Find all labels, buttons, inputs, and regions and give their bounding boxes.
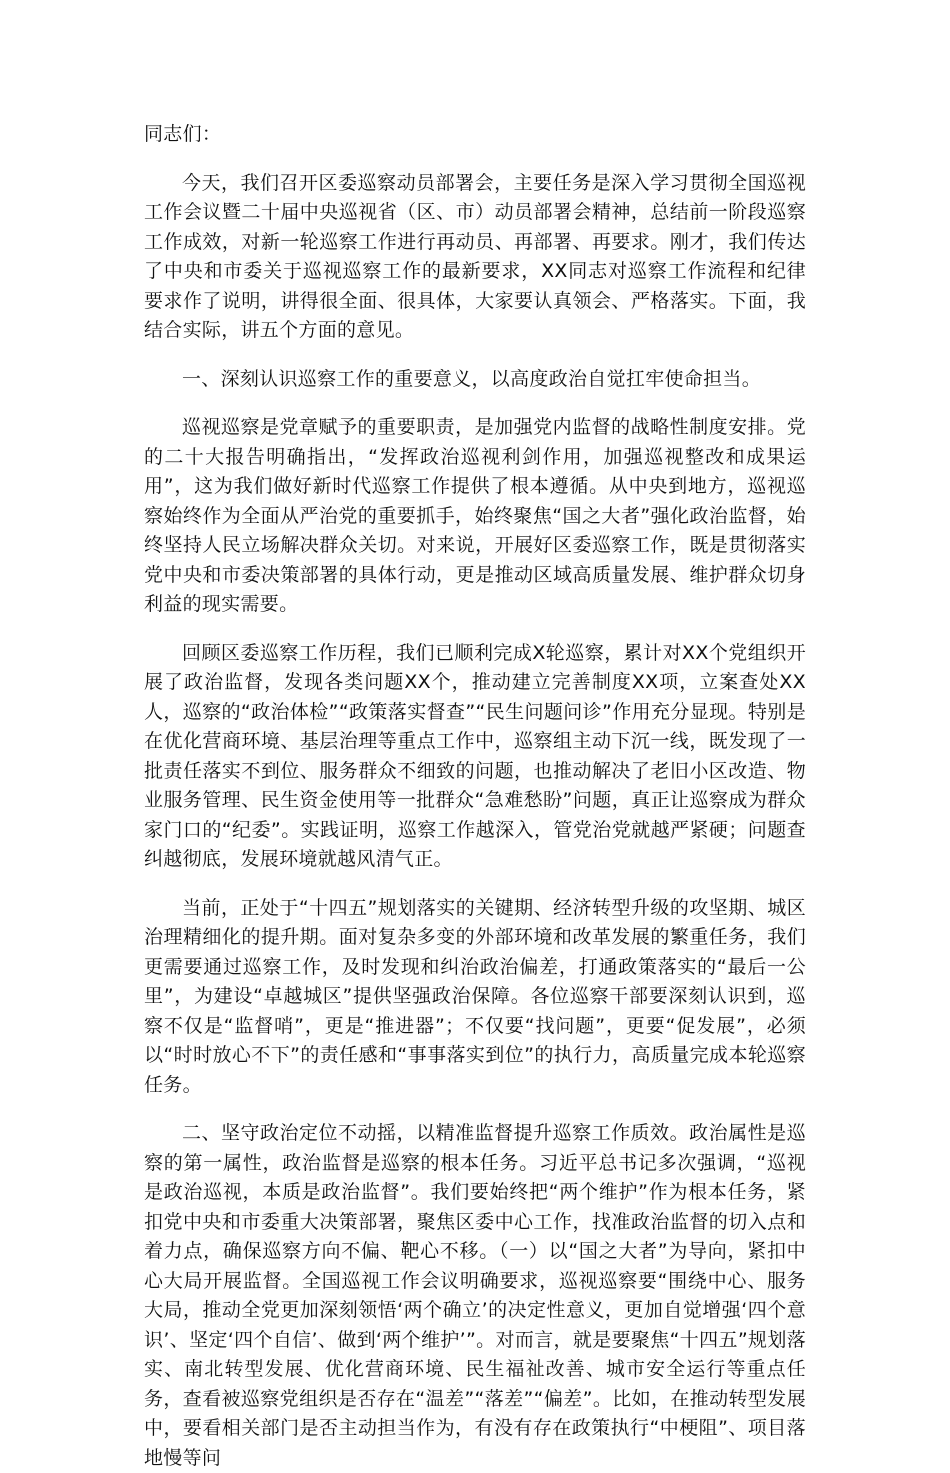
document-page xyxy=(144,120,806,1473)
paragraph-opening: 今天，我们召开区委巡察动员部署会，主要任务是深入学习贯彻全国巡视工作会议暨二十届中央巡视省（区、市）动员部署会精神，总结前一阶段巡察工作成效，对新一轮巡察工作进行再动员、再部署、再要求。刚才，我们传达了中央和市委关于巡视巡察工作的最新要求，XX同志对巡察工作流程和纪律要求作了说明，讲得很全面、很具体，大家要认真领会、严格落实。下面，我结合实际，讲五个方面的意见。 xyxy=(144,171,806,341)
paragraph-current: 当前，正处于“十四五”规划落实的关键期、经济转型升级的攻坚期、城区治理精细化的提升期。面对复杂多变的外部环境和改革发展的繁重任务，我们更需要通过巡察工作，及时发现和纠治政治偏差，打通政策落实的“最后一公里”，为建设“卓越城区”提供坚强政治保障。各位巡察干部要深刻认识到，巡察不仅是“监督哨”，更是“推进器”；不仅要“找问题”，更要“促发展”，必须以“时时放心不下”的责任感和“事事落实到位”的执行力，高质量完成本轮巡察任务。 xyxy=(144,896,806,1096)
paragraph-review: 回顾区委巡察工作历程，我们已顺利完成X轮巡察，累计对XX个党组织开展了政治监督，发现各类问题XX个，推动建立完善制度XX项，立案查处XX人，巡察的“政治体检”“政策落实督查”“民生问题问诊”作用充分显现。特别是在优化营商环境、基层治理等重点工作中，巡察组主动下沉一线，既发现了一批责任落实不到位、服务群众不细致的问题，也推动解决了老旧小区改造、物业服务管理、民生资金使用等一批群众“急难愁盼”问题，真正让巡察成为群众家门口的“纪委”。实践证明，巡察工作越深入，管党治党就越严紧硬；问题查纠越彻底，发展环境就越风清气正。 xyxy=(144,641,806,870)
greeting: 同志们： xyxy=(144,123,222,145)
section-heading-1: 一、深刻认识巡察工作的重要意义，以高度政治自觉扛牢使命担当。 xyxy=(182,367,762,390)
paragraph-section-2: 二、坚守政治定位不动摇，以精准监督提升巡察工作质效。政治属性是巡察的第一属性，政治监督是巡察的根本任务。习近平总书记多次强调，“巡视是政治巡视，本质是政治监督”。我们要始终把“两个维护”作为根本任务，紧扣党中央和市委重大决策部署，聚焦区委中心工作，找准政治监督的切入点和着力点，确保巡察方向不偏、靶心不移。（一）以“国之大者”为导向，紧扣中心大局开展监督。全国巡视工作会议明确要求，巡视巡察要“围绕中心、服务大局，推动全党更加深刻领悟‘两个确立’的决定性意义，更加自觉增强‘四个意识’、坚定‘四个自信’、做到‘两个维护’”。对而言，就是要聚焦“十四五”规划落实、南北转型发展、优化营商环境、民生福祉改善、城市安全运行等重点任务，查看被巡察党组织是否存在“温差”“落差”“偏差”。比如，在推动转型发展中，要看相关部门是否主动担当作为，有没有存在政策执行“中梗阻”、项目落地慢等问 xyxy=(144,1122,806,1469)
paragraph-significance: 巡视巡察是党章赋予的重要职责，是加强党内监督的战略性制度安排。党的二十大报告明确指出，“发挥政治巡视利剑作用，加强巡视整改和成果运用”，这为我们做好新时代巡察工作提供了根本遵循。从中央到地方，巡视巡察始终作为全面从严治党的重要抓手，始终聚焦“国之大者”强化政治监督，始终坚持人民立场解决群众关切。对来说，开展好区委巡察工作，既是贯彻落实党中央和市委决策部署的具体行动，更是推动区域高质量发展、维护群众切身利益的现实需要。 xyxy=(144,416,806,615)
